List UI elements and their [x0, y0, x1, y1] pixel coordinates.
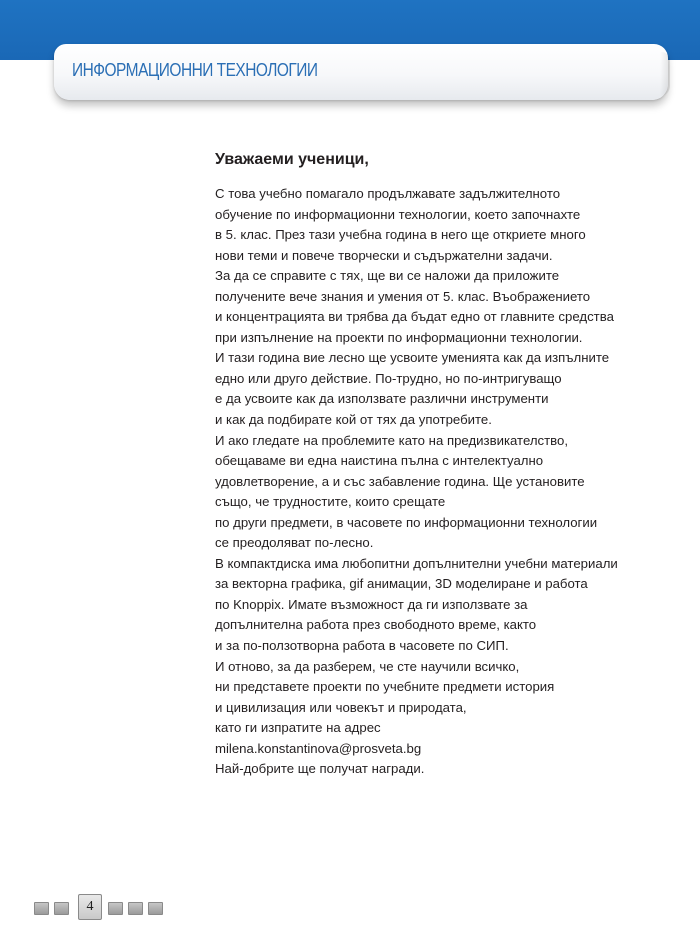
text-line: едно или друго действие. По-трудно, но по-интригуващо	[215, 370, 562, 386]
text-line: За да се справите с тях, ще ви се наложи да приложите	[215, 268, 560, 284]
decorative-square-icon	[128, 902, 143, 915]
text-line: по Knoppix. Имате възможност да ги използвате за	[215, 596, 528, 612]
decorative-square-icon	[148, 902, 163, 915]
text-line: допълнителна работа през свободното време, както	[215, 617, 537, 633]
text-line: получените вече знания и умения от 5. клас. Въображението	[215, 288, 591, 304]
email-address: milena.konstantinova@prosveta.bg	[215, 740, 422, 756]
letter-text	[215, 184, 685, 780]
section-header	[54, 44, 668, 100]
text-line: С това учебно помагало продължавате задължителното	[215, 186, 561, 201]
section-title: ИНФОРМАЦИОННИ ТЕХНОЛОГИИ	[72, 60, 318, 80]
text-line: като ги изпратите на адрес	[215, 720, 381, 736]
letter-greeting: Уважаеми ученици,	[215, 151, 369, 168]
text-line: при изпълнение на проекти по информационни технологии.	[215, 329, 583, 345]
text-line: обещаваме ви една наистина пълна с интелектуално	[215, 453, 544, 469]
text-line: И тази година вие лесно ще усвоите уменията как да изпълните	[215, 350, 610, 366]
text-line: се преодоляват по-лесно.	[215, 535, 374, 551]
text-line: за векторна графика, gif анимации, 3D моделиране и работа	[215, 576, 588, 592]
text-line: И ако гледате на проблемите като на предизвикателство,	[215, 432, 569, 448]
text-line: и цивилизация или човекът и природата,	[215, 699, 467, 715]
decorative-square-icon	[54, 902, 69, 915]
text-line: обучение по информационни технологии, което започнахте	[215, 206, 581, 222]
text-line: и за по-ползотворна работа в часовете по СИП.	[215, 638, 509, 654]
page-number: 4	[78, 894, 102, 920]
text-line: ни представете проекти по учебните предмети история	[215, 679, 555, 695]
letter-body	[215, 150, 685, 780]
text-line: по други предмети, в часовете по информационни технологии	[215, 514, 598, 530]
text-line: също, че трудностите, които срещате	[215, 494, 446, 510]
text-line: и как да подбирате кой от тях да употребите.	[215, 412, 492, 428]
text-line: в 5. клас. През тази учебна година в него ще откриете много	[215, 227, 586, 243]
text-line: е да усвоите как да използвате различни инструменти	[215, 391, 549, 407]
decorative-square-icon	[34, 902, 49, 915]
text-line: и концентрацията ви трябва да бъдат едно от главните средства	[215, 309, 614, 325]
text-line: Най-добрите ще получат награди.	[215, 761, 425, 777]
text-line: удовлетворение, а и със забавление година. Ще установите	[215, 473, 585, 489]
decorative-square-icon	[108, 902, 123, 915]
text-line: нови теми и повече творчески и съдържателни задачи.	[215, 247, 553, 263]
text-line: И отново, за да разберем, че сте научили всичко,	[215, 658, 520, 674]
text-line: В компактдиска има любопитни допълнителни учебни материали	[215, 555, 618, 571]
page-footer	[34, 894, 174, 920]
